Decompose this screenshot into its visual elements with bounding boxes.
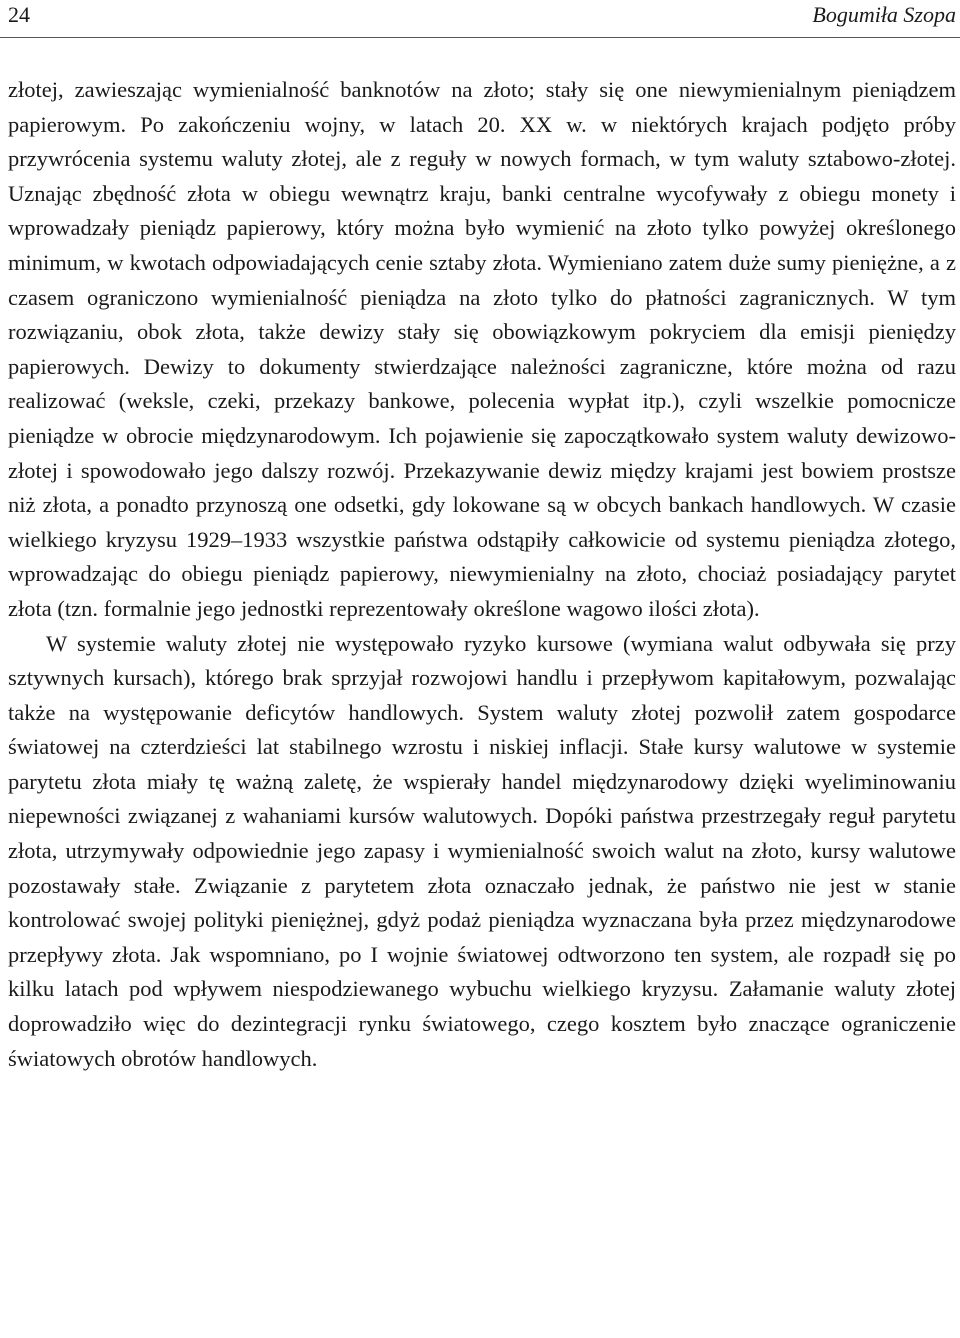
body-text — [8, 73, 956, 1076]
paragraph: złotej, zawieszając wymienialność banknotów na złoto; stały się one niewymienialnym pieniądzem papierowym. Po zakończeniu wojny, w latach 20. XX w. w niektórych krajach podjęto próby przywrócenia systemu waluty złotej, ale z reguły w nowych formach, w tym waluty sztabowo-złotej. Uznając zbędność złota w obiegu wewnątrz kraju, banki centralne wycofywały z obiegu monety i wprowadzały pieniądz papierowy, który można było wymienić na złoto tylko powyżej określonego minimum, w kwotach odpowiadających cenie sztaby złota. Wymieniano zatem duże sumy pieniężne, a z czasem ograniczono wymienialność pieniądza na złoto tylko do płatności zagranicznych. W tym rozwiązaniu, obok złota, także dewizy stały się obowiązkowym pokryciem dla emisji pieniędzy papierowych. Dewizy to dokumenty stwierdzające należności zagraniczne, które można od razu realizować (weksle, czeki, przekazy bankowe, polecenia wypłat itp.), czyli wszelkie pomocnicze pieniądze w obrocie międzynarodowym. Ich pojawienie się zapoczątkowało system waluty dewizowo-złotej i spowodowało jego dalszy rozwój. Przekazywanie dewiz między krajami jest bowiem prostsze niż złota, a ponadto przynoszą one odsetki, gdy lokowane są w obcych bankach handlowych. W czasie wielkiego kryzysu 1929–1933 wszystkie państwa odstąpiły całkowicie od systemu pieniądza złotego, wprowadzając do obiegu pieniądz papierowy, niewymienialny na złoto, chociaż posiadający parytet złota (tzn. formalnie jego jednostki reprezentowały określone wagowo ilości złota). — [8, 77, 956, 621]
paragraph: W systemie waluty złotej nie występowało ryzyko kursowe (wymiana walut odbywała się przy sztywnych kursach), którego brak sprzyjał rozwojowi handlu i przepływom kapitałowym, pozwalając także na występowanie deficytów handlowych. System waluty złotej pozwolił zatem gospodarce światowej na czterdzieści lat stabilnego wzrostu i niskiej inflacji. Stałe kursy walutowe w systemie parytetu złota miały tę ważną zaletę, że wspierały handel międzynarodowy dzięki wyeliminowaniu niepewności związanej z wahaniami kursów walutowych. Dopóki państwa przestrzegały reguł parytetu złota, utrzymywały odpowiednie jego zapasy i wymienialność swoich walut na złoto, kursy walutowe pozostawały stałe. Związanie z parytetem złota oznaczało jednak, że państwo nie jest w stanie kontrolować swojej polityki pieniężnej, gdyż podaż pieniądza wyznaczana była przez międzynarodowe przepływy złota. Jak wspomniano, po I wojnie światowej odtworzono ten system, ale rozpadł się po kilku latach pod wpływem niespodziewanego wybuchu wielkiego kryzysu. Załamanie waluty złotej doprowadziło więc do dezintegracji rynku światowego, czego kosztem było znaczące ograniczenie światowych obrotów handlowych. — [8, 630, 956, 1071]
running-title: Bogumiła Szopa — [812, 2, 956, 27]
running-head — [0, 0, 960, 40]
header-rule — [0, 37, 960, 38]
page-number: 24 — [8, 2, 30, 27]
